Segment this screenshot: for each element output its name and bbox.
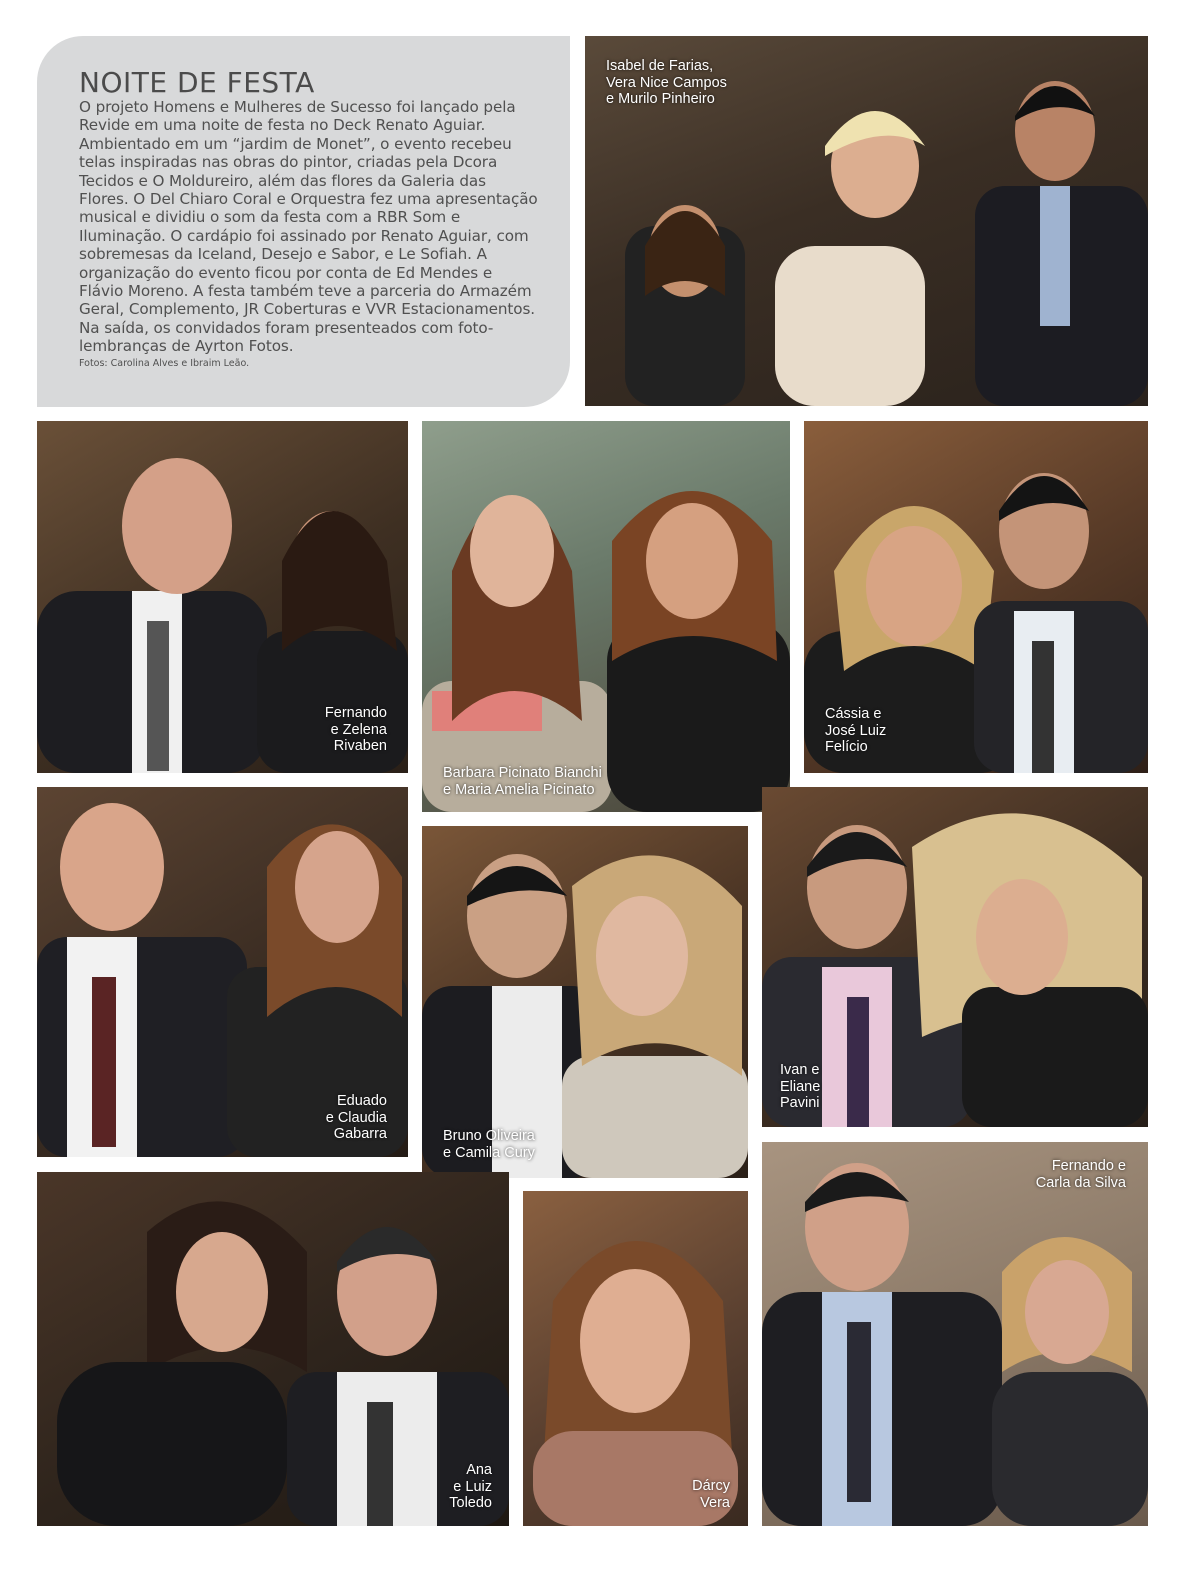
caption-r1c — [825, 706, 886, 756]
caption-r3a — [449, 1462, 492, 1512]
caption-r1a — [325, 705, 387, 755]
caption-r2a — [326, 1093, 387, 1143]
caption-line: e Camila Cury — [443, 1144, 535, 1161]
portrait-silhouette — [523, 1191, 748, 1526]
photo-fernando-carla — [762, 1142, 1148, 1526]
photo-top-group — [585, 36, 1148, 406]
caption-line: José Luiz — [825, 722, 887, 739]
caption-line: Gabarra — [333, 1126, 387, 1142]
page-title: NOITE DE FESTA — [79, 66, 315, 99]
caption-r2b — [443, 1128, 535, 1161]
caption-line: e Claudia — [325, 1109, 387, 1126]
photo-ivan-eliane — [762, 787, 1148, 1127]
caption-r2c — [780, 1062, 820, 1112]
photo-bruno-camila — [422, 826, 748, 1178]
caption-line: Vera — [700, 1494, 730, 1511]
photo-barbara-maria — [422, 421, 790, 812]
caption-line: Carla da Silva — [1035, 1174, 1126, 1191]
caption-r1b — [443, 765, 602, 798]
caption-line: Isabel de Farias, — [606, 58, 714, 74]
intro-box — [37, 36, 570, 407]
photo-fernando-zelena — [37, 421, 408, 773]
photo-cassia-jose — [804, 421, 1148, 773]
couple-silhouettes — [762, 1142, 1148, 1526]
caption-line: Dárcy — [692, 1478, 730, 1494]
caption-line: Ana — [466, 1462, 492, 1478]
caption-line: Fernando — [324, 705, 387, 721]
caption-line: Ivan e — [780, 1062, 820, 1078]
caption-line: e Maria Amelia Picinato — [443, 781, 595, 798]
caption-line: e Zelena — [330, 721, 387, 738]
caption-line: Felício — [825, 739, 868, 755]
caption-line: Eliane — [780, 1078, 821, 1095]
caption-line: Vera Nice Campos — [606, 74, 727, 91]
caption-line: Bruno Oliveira — [443, 1128, 535, 1144]
caption-line: Toledo — [449, 1495, 492, 1511]
caption-r3c — [1036, 1158, 1126, 1191]
caption-top — [606, 58, 727, 108]
caption-r3b — [692, 1478, 730, 1511]
caption-line: e Luiz — [453, 1478, 492, 1495]
caption-line: Fernando e — [1051, 1158, 1126, 1174]
caption-line: Rivaben — [333, 738, 387, 754]
photo-credit: Fotos: Carolina Alves e Ibraim Leão. — [79, 357, 250, 369]
caption-line: Cássia e — [825, 706, 882, 722]
photo-darcy-vera — [523, 1191, 748, 1526]
caption-line: Barbara Picinato Bianchi — [443, 765, 602, 781]
couple-silhouettes — [422, 421, 790, 812]
couple-silhouettes — [37, 1172, 509, 1526]
photo-eduado-claudia — [37, 787, 408, 1157]
couple-silhouettes — [422, 826, 748, 1178]
caption-line: Eduado — [337, 1093, 387, 1109]
caption-line: e Murilo Pinheiro — [606, 91, 715, 107]
intro-body: O projeto Homens e Mulheres de Sucesso foi lançado pela Revide em uma noite de festa no Deck Renato Aguiar. Ambientado em um “jardim de Monet”, o evento recebeu telas inspiradas nas obras do pintor, criadas pela Dcora Tecidos e O Moldureiro, além das flores da Galeria das Flores. O Del Chiaro Coral e Orquestra fez uma apresentação musical e dividiu o som da festa com a RBR Som e Iluminação. O cardápio foi assinado por Renato Aguiar, com sobremesas da Iceland, Desejo e Sabor, e Le Sofiah. A organização do evento ficou por conta de Ed Mendes e Flávio Moreno. A festa também teve a parceria do Armazém Geral, Complemento, JR Coberturas e VVR Estacionamentos. Na saída, os convidados foram presenteados com foto-lembranças de Ayrton Fotos. — [79, 98, 538, 356]
photo-ana-luiz — [37, 1172, 509, 1526]
caption-line: Pavini — [780, 1095, 820, 1111]
